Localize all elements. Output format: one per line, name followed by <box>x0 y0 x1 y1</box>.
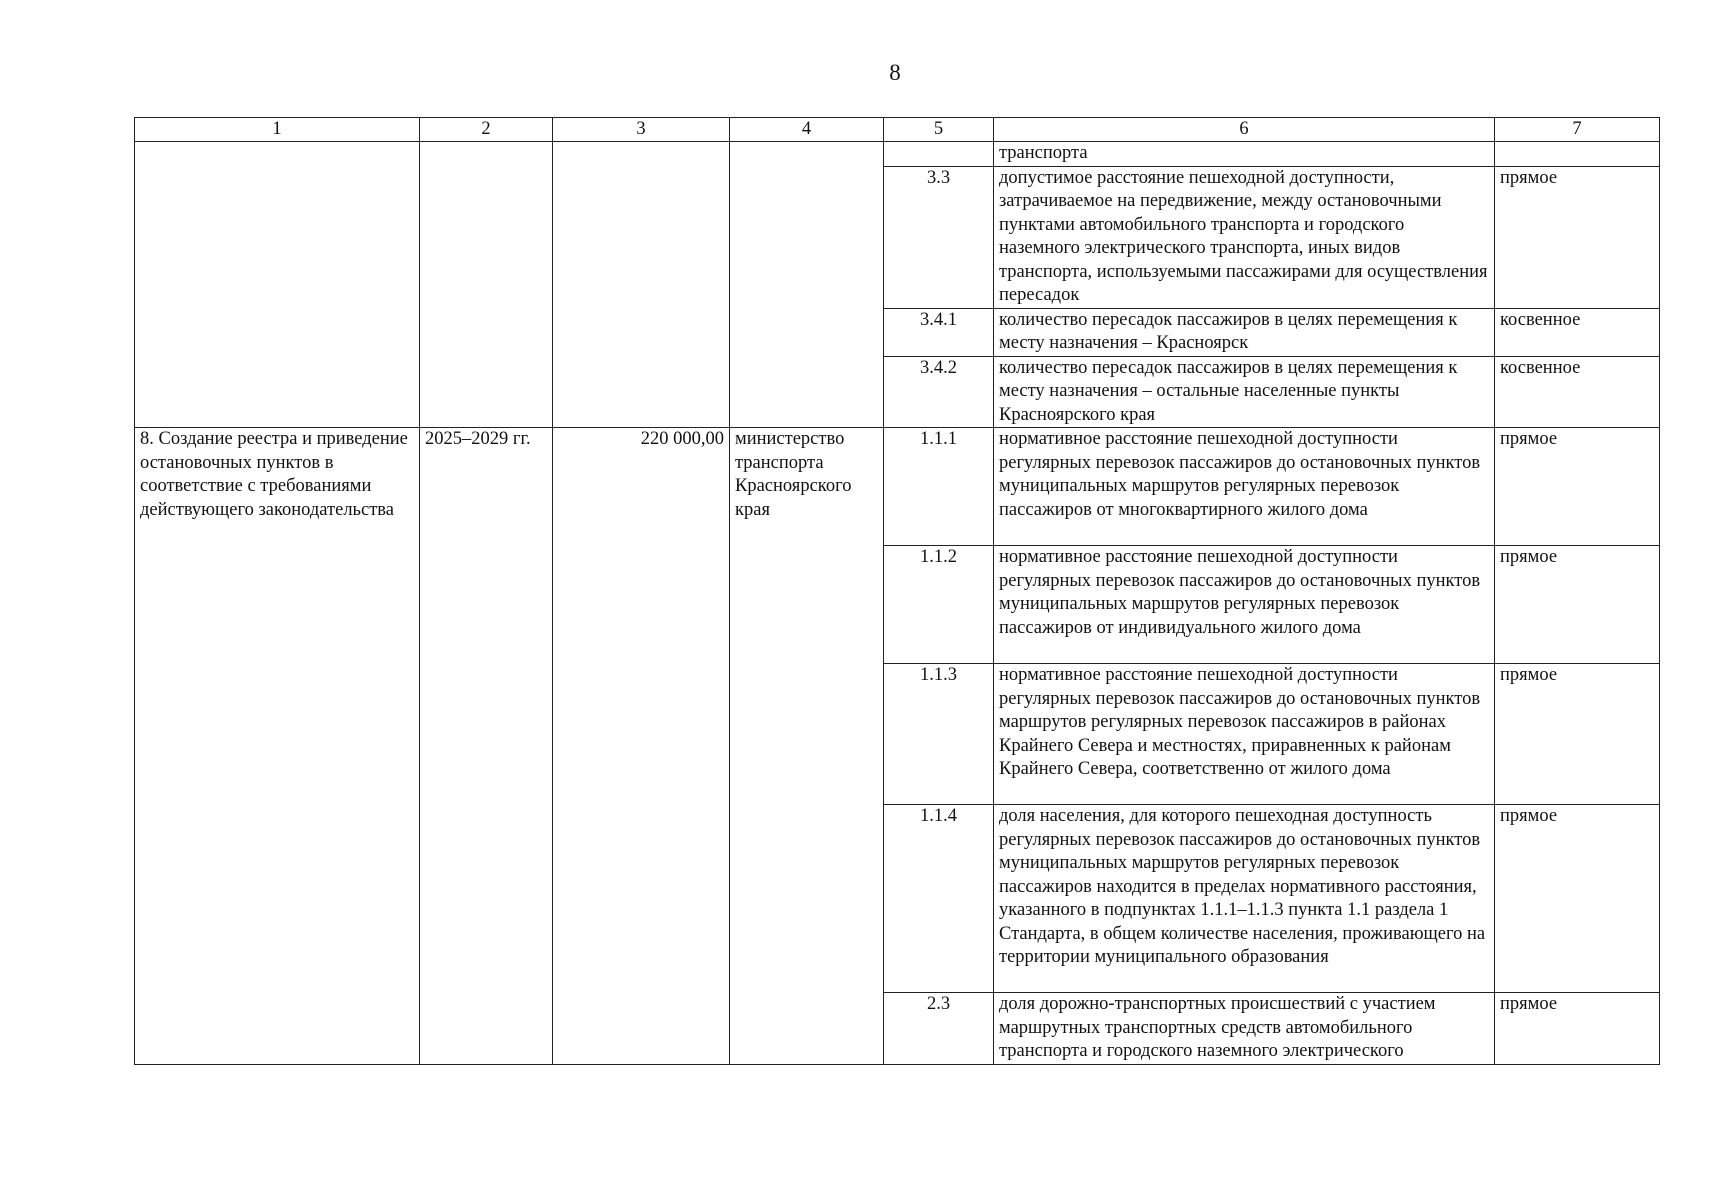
indicator-code: 1.1.2 <box>884 546 994 664</box>
indicator-text: допустимое расстояние пешеходной доступности, затрачиваемое на передвижение, между остановочными пунктами автомобильного транспорта и городского наземного электрического транспорта, иных видов транспорта, используемыми пассажирами для осуществления пересадок <box>994 166 1495 308</box>
measure-period: 2025–2029 гг. <box>420 428 553 1065</box>
measure-executor: министерство транспорта Красноярского края <box>730 428 884 1065</box>
indicator-text: нормативное расстояние пешеходной доступности регулярных перевозок пассажиров до остановочных пунктов муниципальных маршрутов регулярных перевозок пассажиров от многоквартирного жилого дома <box>994 428 1495 546</box>
empty-cell <box>884 142 994 167</box>
indicator-text: количество пересадок пассажиров в целях перемещения к месту назначения – остальные населенные пункты Красноярского края <box>994 356 1495 428</box>
indicator-text: количество пересадок пассажиров в целях перемещения к месту назначения – Красноярск <box>994 308 1495 356</box>
impact-type: косвенное <box>1495 356 1660 428</box>
header-cell: 4 <box>730 118 884 142</box>
indicator-code: 1.1.4 <box>884 805 994 993</box>
header-cell: 7 <box>1495 118 1660 142</box>
measures-table <box>134 117 1660 1065</box>
header-cell: 2 <box>420 118 553 142</box>
indicator-code: 2.3 <box>884 993 994 1065</box>
measure-name: 8. Создание реестра и приведение остановочных пунктов в соответствие с требованиями действующего законодательства <box>135 428 420 1065</box>
empty-cell <box>553 142 730 428</box>
header-row <box>135 118 1660 142</box>
impact-type: прямое <box>1495 664 1660 805</box>
impact-type: прямое <box>1495 166 1660 308</box>
empty-cell <box>420 142 553 428</box>
impact-type: прямое <box>1495 993 1660 1065</box>
indicator-text: доля населения, для которого пешеходная доступность регулярных перевозок пассажиров до остановочных пунктов муниципальных маршрутов регулярных перевозок пассажиров находится в пределах нормативного расстояния, указанного в подпунктах 1.1.1–1.1.3 пункта 1.1 раздела 1 Стандарта, в общем количестве населения, проживающего на территории муниципального образования <box>994 805 1495 993</box>
indicator-text: нормативное расстояние пешеходной доступности регулярных перевозок пассажиров до остановочных пунктов маршрутов регулярных перевозок пассажиров в районах Крайнего Севера и местностях, приравненных к районам Крайнего Севера, соответственно от жилого дома <box>994 664 1495 805</box>
page-number: 8 <box>889 60 901 85</box>
indicator-text: нормативное расстояние пешеходной доступности регулярных перевозок пассажиров до остановочных пунктов муниципальных маршрутов регулярных перевозок пассажиров от индивидуального жилого дома <box>994 546 1495 664</box>
indicator-code: 1.1.3 <box>884 664 994 805</box>
impact-type: косвенное <box>1495 308 1660 356</box>
indicator-code: 3.3 <box>884 166 994 308</box>
empty-cell <box>1495 142 1660 167</box>
indicator-code: 3.4.1 <box>884 308 994 356</box>
indicator-text: доля дорожно-транспортных происшествий с участием маршрутных транспортных средств автомобильного транспорта и городского наземного электрического <box>994 993 1495 1065</box>
table-row <box>135 428 1660 546</box>
header-cell: 1 <box>135 118 420 142</box>
indicator-code: 1.1.1 <box>884 428 994 546</box>
impact-type: прямое <box>1495 546 1660 664</box>
empty-cell <box>730 142 884 428</box>
header-cell: 3 <box>553 118 730 142</box>
empty-cell <box>135 142 420 428</box>
header-cell: 5 <box>884 118 994 142</box>
impact-type: прямое <box>1495 805 1660 993</box>
header-cell: 6 <box>994 118 1495 142</box>
measure-amount: 220 000,00 <box>553 428 730 1065</box>
table-row <box>135 142 1660 167</box>
indicator-code: 3.4.2 <box>884 356 994 428</box>
indicator-text: транспорта <box>994 142 1495 167</box>
impact-type: прямое <box>1495 428 1660 546</box>
